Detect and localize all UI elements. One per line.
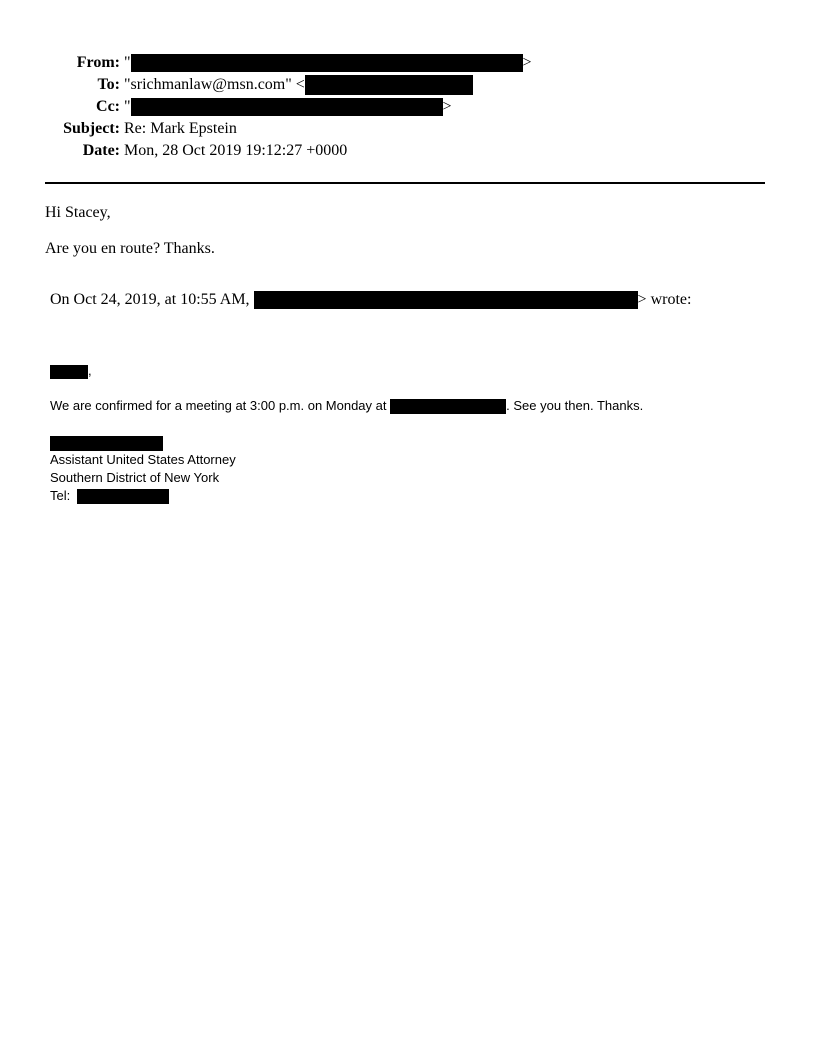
- signature-name: [50, 435, 163, 451]
- quote-attribution: [50, 291, 691, 309]
- date-label: Date:: [82, 142, 120, 159]
- subject-row: [0, 118, 816, 140]
- quoted-message-after: . See you then. Thanks.: [506, 398, 644, 413]
- quoted-salutation: [50, 363, 92, 379]
- subject-label: Subject:: [63, 120, 120, 137]
- to-label: To:: [97, 76, 120, 93]
- to-value: [124, 74, 473, 96]
- redaction-block: [390, 399, 506, 414]
- redaction-block: [305, 75, 473, 95]
- from-suffix: >: [522, 54, 532, 71]
- greeting: Hi Stacey,: [45, 204, 111, 221]
- date-row: [0, 140, 816, 162]
- quoted-message: [50, 398, 643, 414]
- from-prefix: ": [124, 54, 131, 71]
- redaction-block: [254, 291, 638, 309]
- salutation-comma: ,: [88, 363, 92, 378]
- date-value: Mon, 28 Oct 2019 19:12:27 +0000: [124, 142, 348, 159]
- message-line: Are you en route? Thanks.: [45, 240, 215, 257]
- quote-wrote: > wrote:: [637, 291, 692, 308]
- from-row: [0, 52, 816, 74]
- from-value: [124, 52, 532, 74]
- header-divider: [45, 182, 765, 184]
- email-header: [0, 52, 816, 162]
- tel-label: Tel:: [50, 488, 71, 503]
- cc-prefix: ": [124, 98, 131, 115]
- quote-intro: On Oct 24, 2019, at 10:55 AM,: [50, 291, 250, 308]
- quoted-message-before: We are confirmed for a meeting at 3:00 p.m. on Monday at: [50, 398, 387, 413]
- from-label: From:: [76, 54, 120, 71]
- subject-value: Re: Mark Epstein: [124, 120, 237, 137]
- signature-tel: [50, 488, 169, 504]
- signature-title: Assistant United States Attorney: [50, 452, 236, 467]
- cc-suffix: >: [442, 98, 452, 115]
- cc-row: [0, 96, 816, 118]
- redaction-block: [50, 365, 88, 379]
- signature-office: Southern District of New York: [50, 470, 220, 485]
- to-row: [0, 74, 816, 96]
- to-address: "srichmanlaw@msn.com" <: [124, 76, 305, 93]
- redaction-block: [131, 54, 523, 72]
- redaction-block: [77, 489, 169, 504]
- cc-value: [124, 96, 452, 118]
- redaction-block: [50, 436, 163, 451]
- redaction-block: [131, 98, 443, 116]
- cc-label: Cc:: [96, 98, 120, 115]
